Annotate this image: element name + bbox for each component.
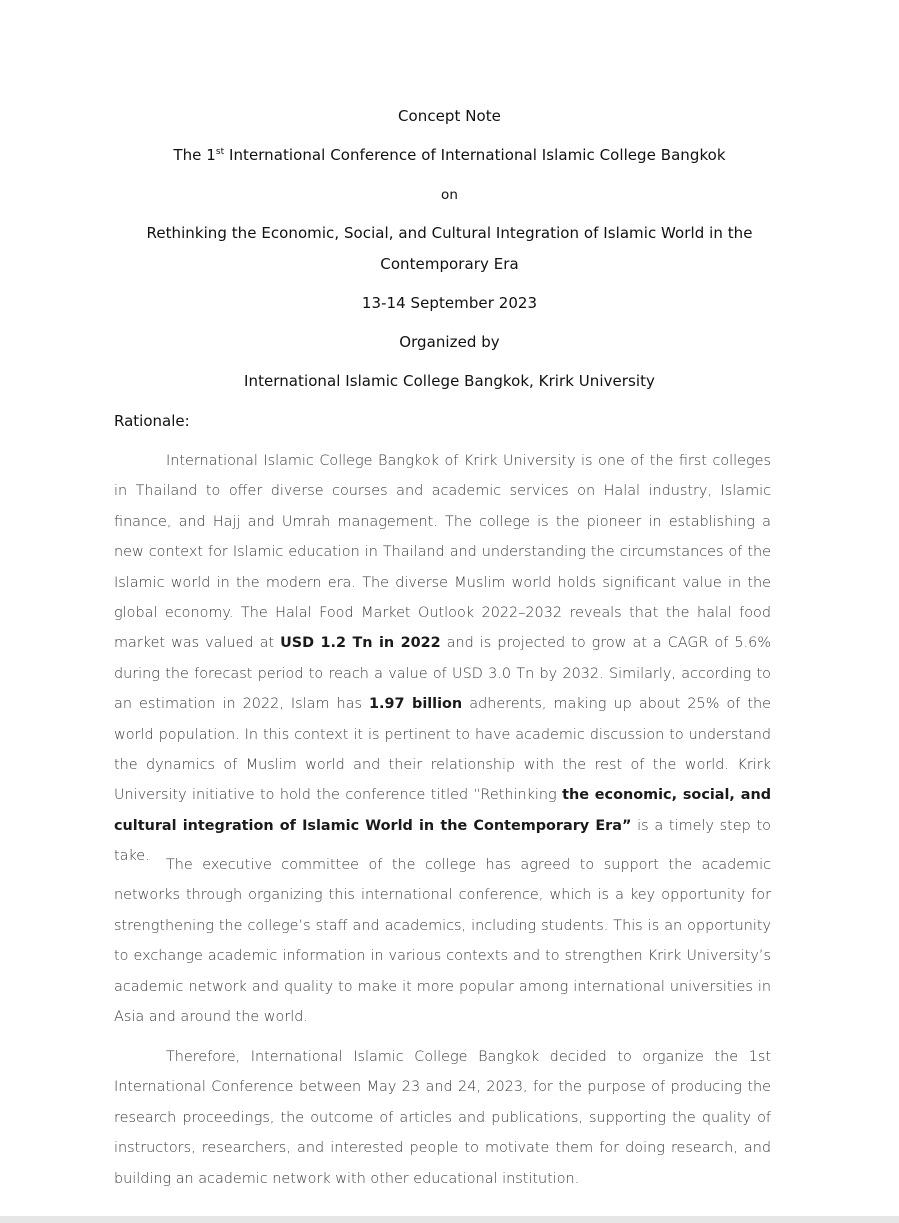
connector-on: on <box>441 187 458 203</box>
emphasis-text: the economic, social, and cultural integration of Islamic World in the Contemporary Era” <box>114 787 771 834</box>
conference-name-rest: International Conference of International Islamic College Bangkok <box>224 146 726 164</box>
doc-title: Concept Note <box>398 107 501 125</box>
conference-dates: 13-14 September 2023 <box>361 294 538 312</box>
body-text: The executive committee of the college has agreed to support the academic networks through organizing this international conference, which is a key opportunity for strengthening the college’s staff and academics, including students. This is an opportunity to exchange academic information in various contexts and to strengthen Krirk University’s academic network and quality to make it more popular among international universities in Asia and around the world. <box>114 857 771 1026</box>
ordinal-suffix: st <box>215 147 225 157</box>
organizer: International Islamic College Bangkok, Krirk University <box>244 372 655 390</box>
conference-name <box>0 146 899 164</box>
emphasis-text: USD 1.2 Tn in 2022 <box>280 635 441 652</box>
rationale-paragraph-1 <box>114 446 771 872</box>
page-bottom-edge <box>0 1216 899 1223</box>
body-text: adherents, making up about 25% of the world population. In this context it is pertinent to have academic discussion to understand the dynamics of Muslim world and their relationship with the rest of the world. Krirk University initiative to hold the conference titled “Rethinking <box>114 696 771 804</box>
body-text: is a timely step to take. <box>114 817 771 865</box>
body-text: International Islamic College Bangkok of Krirk University is one of the first colleges in Thailand to offer diverse courses and academic services on Halal industry, Islamic finance, and Hajj and Umrah management. The college is the pioneer in establishing a new context for Islamic education in Thailand and understanding the circumstances of the Islamic world in the modern era. The diverse Muslim world holds significant value in the global economy. The Halal Food Market Outlook 2022–2032 reveals that the halal food market was valued at <box>114 453 771 652</box>
rationale-paragraph-2 <box>114 850 771 1032</box>
theme-line-1: Rethinking the Economic, Social, and Cultural Integration of Islamic World in the <box>146 224 753 242</box>
rationale-heading: Rationale: <box>114 412 190 430</box>
conference-name-prefix: The 1 <box>173 146 216 164</box>
theme-line-2: Contemporary Era <box>380 255 519 273</box>
body-text: and is projected to grow at a CAGR of 5.6% during the forecast period to reach a value of USD 3.0 Tn by 2032. Similarly, according to an estimation in 2022, Islam has <box>114 635 771 713</box>
rationale-paragraph-3 <box>114 1042 771 1194</box>
organized-by-label: Organized by <box>399 333 500 351</box>
body-text: Therefore, International Islamic College Bangkok decided to organize the 1st International Conference between May 23 and 24, 2023, for the purpose of producing the research proceedings, the outcome of articles and publications, supporting the quality of instructors, researchers, and interested people to motivate them for doing research, and building an academic network with other educational institution. <box>114 1049 771 1187</box>
emphasis-text: 1.97 billion <box>369 696 463 713</box>
